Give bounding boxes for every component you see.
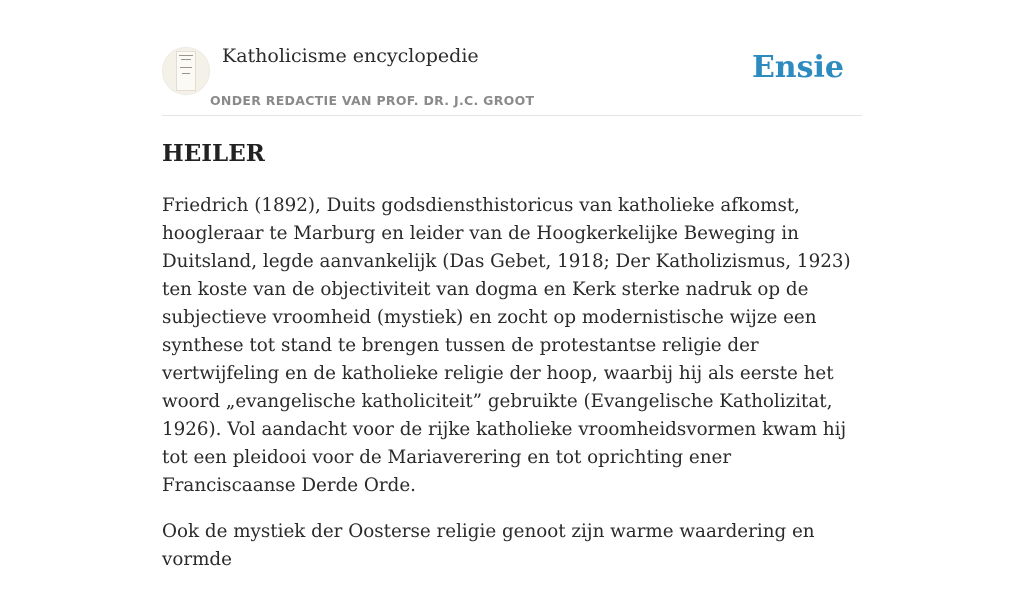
book-page [176, 51, 196, 91]
entry-body [162, 192, 862, 592]
site-subtitle: ONDER REDACTIE VAN PROF. DR. J.C. GROOT [210, 93, 535, 108]
entry-paragraph: Friedrich (1892), Duits godsdiensthistoricus van katholieke afkomst, hoogleraar te Marburg en leider van de Hoogkerkelijke Beweging in Duitsland, legde aanvankelijk (Das Gebet, 1918; Der Katholizismus, 1923) ten koste van de objectiviteit van dogma en Kerk sterke nadruk op de subjectieve vroomheid (mystiek) en zocht op modernistische wijze een synthese tot stand te brengen tussen de protestantse religie der vertwijfeling en de katholieke religie der hoop, waarbij hij als eerste het woord „evangelische katholiciteit” gebruikte (Evangelische Katholizitat, 1926). Vol aandacht voor de rijke katholieke vroomheidsvormen kwam hij tot een pleidooi voor de Mariaverering en tot oprichting ener Franciscaanse Derde Orde. [162, 195, 851, 496]
book-cover-icon[interactable] [162, 47, 210, 95]
site-title[interactable]: Katholicisme encyclopedie [222, 45, 479, 67]
site-header [162, 0, 862, 116]
book-line [182, 73, 190, 74]
book-line [181, 59, 191, 60]
brand-logo[interactable]: Ensie [751, 50, 844, 85]
book-line [180, 67, 192, 68]
entry-headword: HEILER [162, 140, 265, 167]
page-container [162, 0, 862, 570]
entry-paragraph: Ook de mystiek der Oosterse religie genoot zijn warme waardering en vormde [162, 521, 815, 570]
book-line [179, 55, 193, 56]
